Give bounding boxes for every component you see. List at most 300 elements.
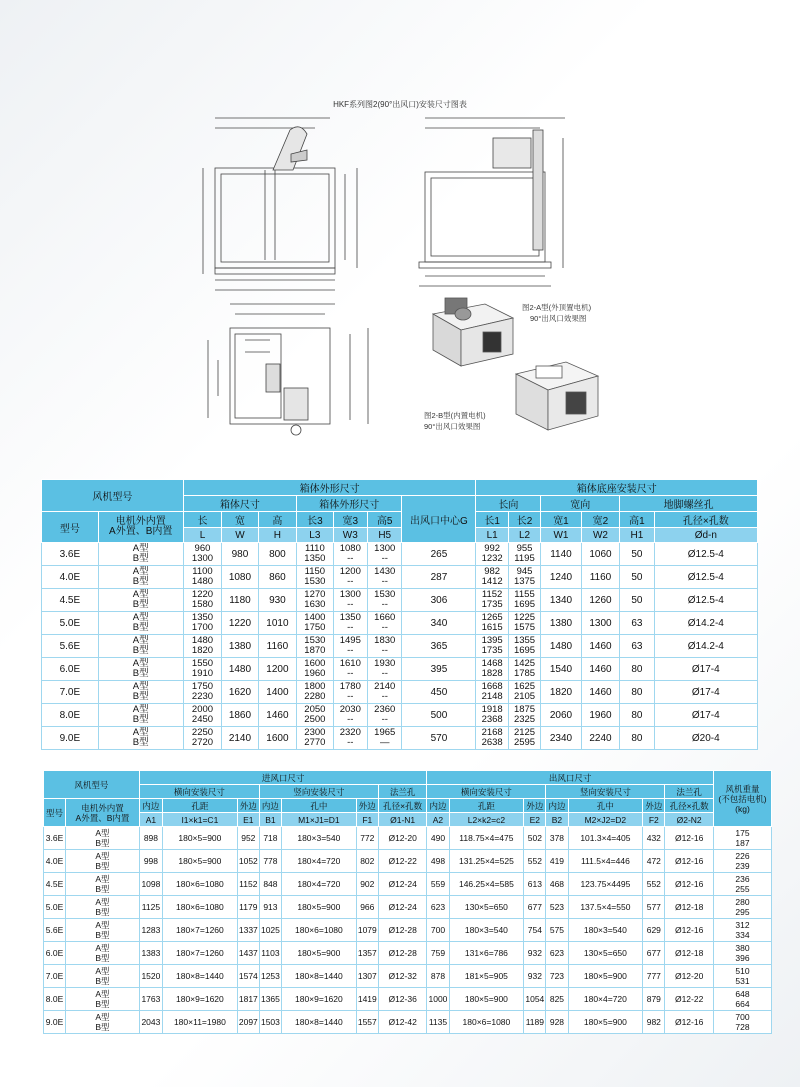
L2-cell-b: 2595 [513,737,536,748]
L3-cell [297,635,333,658]
weight-cell-b: 728 [735,1022,750,1032]
col-outer-dimensions: 箱体外形尺寸 [183,480,476,496]
hdr-center-2: 孔中 [568,799,643,813]
L2-cell-a: 1625 [513,681,536,692]
H5-cell-a: 2140 [374,681,396,692]
col-outlet-vert: 竖向安装尺寸 [546,785,665,799]
L2-cell-b: 2105 [513,691,536,702]
motor-type-cell [66,942,140,965]
L3-cell-b: 1350 [304,553,326,564]
C1-cell: 180×7=1260 [163,919,238,942]
L1-cell-b: 1232 [481,553,503,564]
L-cell-a: 2000 [191,704,214,715]
L2-cell [508,543,540,566]
C2-cell: 118.75×4=475 [449,827,524,850]
L2-cell [508,635,540,658]
L3-cell [297,612,333,635]
L3-cell [297,658,333,681]
table-row [42,589,758,612]
L-cell [183,543,221,566]
C1-cell: 180×7=1260 [163,942,238,965]
col-motor-position-2 [66,799,140,827]
motor-type-cell [98,566,183,589]
motor-type-cell-b: B型 [132,714,149,725]
L-cell-a: 2250 [191,727,214,738]
weight-cell-b: 295 [735,907,750,917]
B1-cell: 1365 [259,988,281,1011]
N2-cell: Ø12-18 [665,942,714,965]
W1-cell: 1540 [541,658,582,681]
weight-cell-b: 334 [735,930,750,940]
C1-cell: 180×8=1440 [163,965,238,988]
weight-cell-a: 226 [735,851,750,861]
W3-cell [333,635,367,658]
motor-type-cell-b: B型 [95,999,110,1009]
motor-type-cell-b: B型 [132,645,149,656]
C1-cell: 180×6=1080 [163,873,238,896]
H5-cell-b: -- [381,645,388,656]
L3-cell [297,543,333,566]
motor-type-cell-b: B型 [95,1022,110,1032]
W3-cell-a: 1780 [339,681,361,692]
model-cell: 4.5E [42,589,99,612]
H-cell: 1460 [258,704,296,727]
H-cell: 800 [258,543,296,566]
motor-position-2-line2: A外置、B内置 [75,812,130,823]
W2-cell: 2240 [581,727,619,750]
motor-type-cell-b: B型 [132,553,149,564]
B2-cell: 825 [546,988,568,1011]
N1-cell: Ø12-24 [378,896,427,919]
D2-cell: 180×3=540 [568,919,643,942]
sym-L3: L3 [297,528,333,543]
motor-type-cell-b: B型 [95,930,110,940]
A2-cell: 490 [427,827,449,850]
W1-cell: 1480 [541,635,582,658]
H5-cell-a: 1930 [374,658,396,669]
D2-cell: 180×5=900 [568,1011,643,1034]
N2-cell: Ø12-16 [665,827,714,850]
L-cell-a: 960 [194,543,211,554]
W3-cell-b: -- [347,668,354,679]
L-cell [183,612,221,635]
E1-cell: 1817 [237,988,259,1011]
motor-type-cell [98,612,183,635]
L1-cell-b: 1735 [481,645,503,656]
hdr-wid: 宽 [222,512,258,528]
D2-cell: 130×5=650 [568,942,643,965]
E1-cell: 1152 [237,873,259,896]
motor-type-cell [98,727,183,750]
W3-cell [333,704,367,727]
L-cell-a: 1220 [191,589,214,600]
L2-cell-a: 1425 [513,658,536,669]
sym-H5: H5 [368,528,402,543]
col-box-outer: 箱体外形尺寸 [297,496,402,512]
L2-cell-a: 1875 [513,704,536,715]
C1-cell: 180×5=900 [163,827,238,850]
H5-cell-b: -- [381,668,388,679]
W3-cell-a: 1610 [339,658,361,669]
L-cell [183,727,221,750]
A1-cell: 1520 [139,965,162,988]
E1-cell: 1574 [237,965,259,988]
table-row [42,658,758,681]
D2-cell: 180×4=720 [568,988,643,1011]
table-row [44,827,772,850]
model-cell: 8.0E [44,988,66,1011]
L3-cell [297,727,333,750]
L1-cell-b: 2368 [481,714,503,725]
L1-cell-a: 1265 [481,612,503,623]
F1-cell: 1419 [356,988,378,1011]
D1-cell: 180×6=1080 [281,919,356,942]
L1-cell [476,589,508,612]
L2-cell [508,658,540,681]
E1-cell: 2097 [237,1011,259,1034]
L3-cell [297,589,333,612]
sym-W: W [222,528,258,543]
B1-cell: 718 [259,827,281,850]
H1-cell: 63 [620,635,654,658]
G-cell: 395 [402,658,476,681]
D1-cell: 180×9=1620 [281,988,356,1011]
F2-cell: 982 [643,1011,665,1034]
W3-cell-a: 2320 [339,727,361,738]
L1-cell [476,635,508,658]
weight-cell-b: 187 [735,838,750,848]
sym-L2k: L2×k2=c2 [449,813,524,827]
W3-cell-b: -- [347,737,354,748]
L1-cell-b: 2638 [481,737,503,748]
W1-cell: 1240 [541,566,582,589]
weight-cell [713,873,771,896]
hole-cell: Ø12.5-4 [654,589,757,612]
L-cell [183,566,221,589]
D1-cell: 180×4=720 [281,873,356,896]
E2-cell: 932 [524,942,546,965]
col-long-dir: 长向 [476,496,541,512]
H-cell: 1200 [258,658,296,681]
hdr-len3: 长3 [297,512,333,528]
L3-cell-a: 1530 [304,635,326,646]
motor-type-cell-a: A型 [132,727,149,738]
F2-cell: 577 [643,896,665,919]
W3-cell [333,681,367,704]
F2-cell: 677 [643,942,665,965]
F2-cell: 777 [643,965,665,988]
W-cell: 1180 [222,589,258,612]
L1-cell-b: 1735 [481,599,503,610]
model-cell: 5.6E [44,919,66,942]
L3-cell [297,566,333,589]
F2-cell: 552 [643,873,665,896]
C1-cell: 180×9=1620 [163,988,238,1011]
W3-cell [333,566,367,589]
L-cell-a: 1350 [191,612,214,623]
E1-cell: 1179 [237,896,259,919]
model-cell: 5.6E [42,635,99,658]
motor-type-cell-a: A型 [132,658,149,669]
hole-cell: Ø14.2-4 [654,635,757,658]
H-cell: 1600 [258,727,296,750]
sym-W2: W2 [581,528,619,543]
H5-cell-b: -- [381,576,388,587]
H1-cell: 80 [620,727,654,750]
motor-type-cell-a: A型 [95,828,110,838]
H5-cell-b: — [379,737,390,748]
E2-cell: 502 [524,827,546,850]
L1-cell-a: 2168 [481,727,503,738]
motor-type-cell-b: B型 [132,576,149,587]
F1-cell: 802 [356,850,378,873]
weight-cell [713,965,771,988]
G-cell: 287 [402,566,476,589]
L3-cell-b: 2770 [304,737,326,748]
table-row [42,543,758,566]
table-row [42,727,758,750]
motor-type-cell-b: B型 [95,907,110,917]
motor-type-cell-b: B型 [132,691,149,702]
hdr-inner-4: 内边 [546,799,568,813]
L2-cell [508,704,540,727]
L-cell [183,704,221,727]
hdr-len: 长 [183,512,221,528]
W3-cell [333,589,367,612]
col-foot-bolt: 地脚螺丝孔 [620,496,758,512]
weight-cell-a: 280 [735,897,750,907]
hdr-hgt5: 高5 [368,512,402,528]
N1-cell: Ø12-28 [378,942,427,965]
motor-type-cell [66,896,140,919]
F2-cell: 629 [643,919,665,942]
D2-cell: 111.5×4=446 [568,850,643,873]
motor-type-cell-a: A型 [132,612,149,623]
L-cell [183,635,221,658]
W3-cell-b: -- [347,691,354,702]
hdr-outer-3: 外边 [524,799,546,813]
A1-cell: 1763 [139,988,162,1011]
H5-cell-a: 1430 [374,566,396,577]
table-row [44,988,772,1011]
H5-cell-b: -- [381,691,388,702]
caption-type-b-line2: 90°出风口效果图 [424,422,481,431]
weight-cell-a: 175 [735,828,750,838]
hdr-inner-3: 内边 [427,799,449,813]
weight-cell-a: 380 [735,943,750,953]
col-inlet-flange: 法兰孔 [378,785,427,799]
F2-cell: 472 [643,850,665,873]
col-outlet-flange: 法兰孔 [665,785,714,799]
A2-cell: 623 [427,896,449,919]
weight-cell-a: 648 [735,989,750,999]
F1-cell: 1357 [356,942,378,965]
L3-cell-b: 1870 [304,645,326,656]
front-view-drawing [195,110,370,295]
motor-type-cell-b: B型 [132,622,149,633]
L1-cell [476,727,508,750]
motor-type-cell-b: B型 [95,953,110,963]
B2-cell: 523 [546,896,568,919]
B2-cell: 378 [546,827,568,850]
D2-cell: 101.3×4=405 [568,827,643,850]
L3-cell-a: 1800 [304,681,326,692]
hdr-pitch-2: 孔距 [449,799,524,813]
model-cell: 7.0E [44,965,66,988]
L2-cell-a: 1225 [513,612,536,623]
G-cell: 340 [402,612,476,635]
C1-cell: 180×11=1980 [163,1011,238,1034]
sym-H1: H1 [620,528,654,543]
B1-cell: 1025 [259,919,281,942]
L1-cell-a: 1668 [481,681,503,692]
W3-cell [333,727,367,750]
A1-cell: 2043 [139,1011,162,1034]
sym-O1: Ø1-N1 [378,813,427,827]
H5-cell-a: 1530 [374,589,396,600]
W1-cell: 1140 [541,543,582,566]
W2-cell: 1160 [581,566,619,589]
motor-type-cell-b: B型 [132,668,149,679]
table-row [44,919,772,942]
W3-cell [333,612,367,635]
hdr-outer-2: 外边 [356,799,378,813]
L1-cell-b: 1412 [481,576,503,587]
hdr-wid3: 宽3 [333,512,367,528]
L1-cell [476,658,508,681]
H-cell: 1400 [258,681,296,704]
L2-cell [508,589,540,612]
hdr-hgt1: 高1 [620,512,654,528]
motor-type-cell [98,635,183,658]
hole-cell: Ø17-4 [654,658,757,681]
F1-cell: 966 [356,896,378,919]
L2-cell-a: 1155 [514,589,535,600]
L3-cell [297,681,333,704]
F1-cell: 772 [356,827,378,850]
W3-cell-a: 1350 [339,612,361,623]
hole-cell: Ø17-4 [654,681,757,704]
hole-cell: Ø12.5-4 [654,543,757,566]
col-type-2: 型号 [44,799,66,827]
L2-cell [508,612,540,635]
L2-cell-b: 1785 [513,668,536,679]
table-row [44,965,772,988]
hdr-len2: 长2 [508,512,540,528]
col-base-mount: 箱体底座安装尺寸 [476,480,758,496]
L-cell-a: 1750 [191,681,214,692]
C1-cell: 180×6=1080 [163,896,238,919]
G-cell: 306 [402,589,476,612]
sym-F2: F2 [643,813,665,827]
table-row [44,942,772,965]
E2-cell: 1189 [524,1011,546,1034]
model-cell: 4.5E [44,873,66,896]
sym-W3: W3 [333,528,367,543]
L3-cell [297,704,333,727]
col-outlet: 出风口尺寸 [427,771,714,785]
H5-cell [368,658,402,681]
sym-L: L [183,528,221,543]
L-cell-b: 1910 [191,668,214,679]
F1-cell: 902 [356,873,378,896]
motor-type-cell-b: B型 [95,884,110,894]
hdr-inner-2: 内边 [259,799,281,813]
W3-cell-a: 2030 [339,704,361,715]
H-cell: 860 [258,566,296,589]
L3-cell-a: 1150 [304,566,326,577]
L3-cell-a: 2050 [304,704,326,715]
W3-cell-b: -- [347,553,354,564]
W1-cell: 1380 [541,612,582,635]
B1-cell: 1503 [259,1011,281,1034]
motor-position-line1: 电机外内置 [115,516,166,527]
F1-cell: 1557 [356,1011,378,1034]
L2-cell-b: 1195 [514,553,535,564]
W-cell: 2140 [222,727,258,750]
B2-cell: 419 [546,850,568,873]
L3-cell-a: 1600 [304,658,326,669]
L1-cell [476,612,508,635]
H5-cell [368,589,402,612]
L-cell-b: 1300 [191,553,214,564]
E1-cell: 1337 [237,919,259,942]
top-view-drawing [200,300,390,450]
fan-weight-line1: 风机重量 [725,783,760,794]
hole-cell: Ø12.5-4 [654,566,757,589]
C2-cell: 181×5=905 [449,965,524,988]
weight-cell-a: 236 [735,874,750,884]
L3-cell-a: 1270 [304,589,326,600]
N2-cell: Ø12-22 [665,988,714,1011]
L-cell-a: 1550 [191,658,214,669]
L-cell-b: 2450 [191,714,214,725]
col-model-group: 风机型号 [42,480,184,512]
B1-cell: 1253 [259,965,281,988]
model-cell: 4.0E [44,850,66,873]
H1-cell: 50 [620,566,654,589]
W3-cell-a: 1495 [339,635,361,646]
F2-cell: 879 [643,988,665,1011]
motor-type-cell-b: B型 [132,599,149,610]
H5-cell [368,566,402,589]
W2-cell: 1460 [581,658,619,681]
H-cell: 1160 [258,635,296,658]
L-cell-a: 1480 [191,635,214,646]
table-row [42,635,758,658]
L2-cell [508,566,540,589]
L1-cell-a: 982 [484,566,501,577]
L2-cell-b: 1695 [513,645,536,656]
table-row [44,1011,772,1034]
weight-cell [713,1011,771,1034]
A2-cell: 700 [427,919,449,942]
col-wide-dir: 宽向 [541,496,620,512]
C1-cell: 180×5=900 [163,850,238,873]
col-outlet-horiz: 横向安装尺寸 [427,785,546,799]
L-cell [183,681,221,704]
motor-type-cell-a: A型 [132,589,149,600]
hdr-holes-1: 孔径×孔数 [378,799,427,813]
H1-cell: 50 [620,589,654,612]
W2-cell: 1460 [581,635,619,658]
W-cell: 1220 [222,612,258,635]
sym-B2: B2 [546,813,568,827]
motor-type-cell-a: A型 [95,989,110,999]
L1-cell-b: 1615 [481,622,503,633]
hole-cell: Ø20-4 [654,727,757,750]
C2-cell: 131.25×4=525 [449,850,524,873]
